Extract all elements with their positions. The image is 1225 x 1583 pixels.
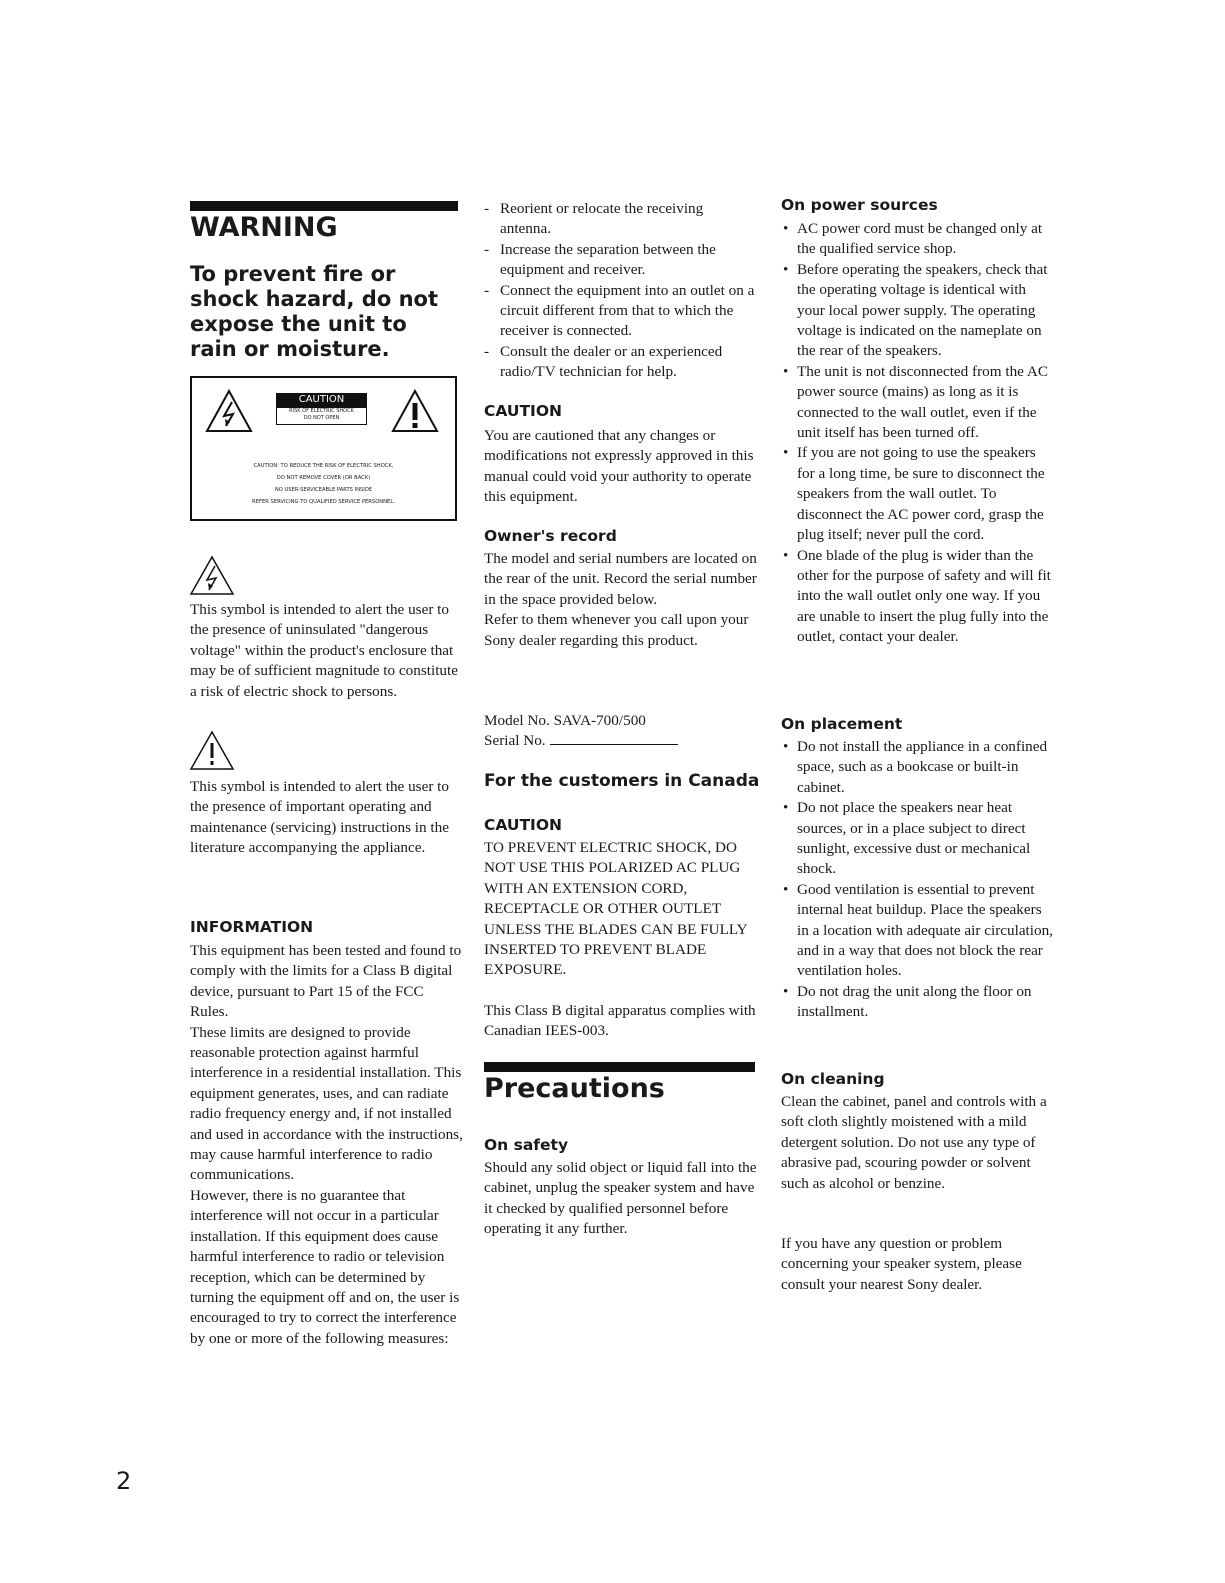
cleaning-heading: On cleaning [781, 1070, 885, 1088]
exclamation-symbol-icon [188, 730, 236, 772]
list-item: • Do not drag the unit along the floor on installment. [781, 982, 1056, 1023]
list-item: • Good ventilation is essential to prevent internal heat buildup. Place the speakers in a location with adequate air circulation, and in a way that does not block the rear ventilation holes. [781, 880, 1056, 982]
list-item: - Reorient or relocate the receiving antenna. [484, 199, 756, 240]
list-item: - Connect the equipment into an outlet on a circuit different from that to which the receiver is connected. [484, 281, 756, 342]
information-para-3: However, there is no guarantee that interference will not occur in a particular installation. If this equipment does cause harmful interference to radio or television reception, which can be determined by turning the equipment off and on, the user is encouraged to try to correct the interference by one or more of the following measures: [190, 1186, 460, 1347]
list-item: • If you are not going to use the speakers for a long time, be sure to disconnect the speakers from the wall outlet. To disconnect the AC power cord, grasp the plug itself; never pull the cord. [781, 443, 1056, 545]
exclamation-warning-icon [390, 388, 440, 434]
cleaning-text: Clean the cabinet, panel and controls with a soft cloth slightly moistened with a mild detergent solution. Do not use any type of abrasive pad, scouring powder or solvent such as alcohol or benzine. [781, 1093, 1047, 1192]
lightning-symbol-icon [188, 555, 236, 597]
precautions-rule [484, 1062, 755, 1072]
exclamation-symbol-text: This symbol is intended to alert the user to the presence of important operating and maintenance (servicing) instructions in the literature accompanying the appliance. [190, 778, 449, 857]
list-item: • The unit is not disconnected from the AC power source (mains) as long as it is connected to the wall outlet, even if the unit itself has been turned off. [781, 362, 1056, 444]
caution-label-box [190, 376, 457, 521]
list-item: • Before operating the speakers, check that the operating voltage is identical with your local power supply. The operating voltage is indicated on the nameplate on the rear of the speakers. [781, 260, 1056, 362]
placement-list [781, 737, 1056, 1023]
class-b-text: This Class B digital apparatus complies with Canadian IEES-003. [484, 1002, 756, 1040]
owners-record-para-1: The model and serial numbers are located on the rear of the unit. Record the serial number in the space provided below. [484, 550, 757, 608]
caution-label-title: CAUTION [276, 393, 367, 407]
on-safety-heading: On safety [484, 1136, 569, 1154]
list-item: - Consult the dealer or an experienced radio/TV technician for help. [484, 342, 756, 383]
canada-caution-text: TO PREVENT ELECTRIC SHOCK, DO NOT USE THIS POLARIZED AC PLUG WITH AN EXTENSION CORD, RECEPTACLE OR OTHER OUTLET UNLESS THE BLADES CAN BE FULLY INSERTED TO PREVENT BLADE EXPOSURE. [484, 839, 748, 979]
power-sources-list [781, 219, 1056, 648]
information-heading: INFORMATION [190, 918, 314, 936]
caution-heading: CAUTION [484, 402, 562, 420]
lightning-warning-icon [204, 388, 254, 434]
precautions-title: Precautions [484, 1073, 665, 1104]
canada-caution-heading: CAUTION [484, 816, 562, 834]
lightning-symbol-text: This symbol is intended to alert the user to the presence of uninsulated "dangerous voltage" within the product's enclosure that may be of sufficient magnitude to constitute a risk of electric shock to persons. [190, 601, 458, 700]
caution-text: You are cautioned that any changes or modifications not expressly approved in this manual could void your authority to operate this equipment. [484, 427, 754, 506]
list-item: • Do not install the appliance in a confined space, such as a bookcase or built-in cabinet. [781, 737, 1056, 798]
measures-list [484, 199, 756, 383]
serial-number-row [484, 731, 759, 751]
canada-heading: For the customers in Canada [484, 771, 760, 791]
page-number: 2 [116, 1467, 132, 1495]
caution-label-sub: RISK OF ELECTRIC SHOCK DO NOT OPEN [276, 407, 367, 425]
list-item: • AC power cord must be changed only at the qualified service shop. [781, 219, 1056, 260]
serial-number-blank [550, 732, 678, 745]
on-safety-text: Should any solid object or liquid fall into the cabinet, unplug the speaker system and have it checked by qualified personnel before operating it any further. [484, 1159, 757, 1238]
owners-record-para-2: Refer to them whenever you call upon your Sony dealer regarding this product. [484, 611, 749, 649]
warning-subtitle: To prevent fire or shock hazard, do not expose the unit to rain or moisture. [190, 262, 438, 361]
information-para-1: This equipment has been tested and found to comply with the limits for a Class B digital device, pursuant to Part 15 of the FCC Rules. [190, 942, 462, 1021]
owners-record-heading: Owner's record [484, 527, 617, 545]
placement-heading: On placement [781, 715, 903, 733]
closing-text: If you have any question or problem concerning your speaker system, please consult your nearest Sony dealer. [781, 1235, 1022, 1293]
power-sources-heading: On power sources [781, 196, 938, 214]
caution-label-lines: CAUTION: TO REDUCE THE RISK OF ELECTRIC SHOCK, DO NOT REMOVE COVER (OR BACK) NO USER-SERVICEABLE PARTS INSIDE REFER SERVICING TO QUALIFIED SERVICE PERSONNEL. [252, 463, 395, 505]
serial-number-label: Serial No. [484, 732, 546, 750]
warning-rule [190, 201, 458, 211]
list-item: - Increase the separation between the equipment and receiver. [484, 240, 756, 281]
list-item: • Do not place the speakers near heat sources, or in a place subject to direct sunlight, excessive dust or mechanical shock. [781, 798, 1056, 880]
model-number: Model No. SAVA-700/500 [484, 712, 646, 729]
warning-title: WARNING [190, 212, 338, 243]
information-para-2: These limits are designed to provide reasonable protection against harmful interference in a residential installation. This equipment generates, uses, and can radiate radio frequency energy and, if not installed and used in accordance with the instructions, may cause harmful interference to radio communications. [190, 1023, 463, 1184]
list-item: • One blade of the plug is wider than the other for the purpose of safety and will fit into the wall outlet only one way. If you are unable to insert the plug fully into the outlet, contact your dealer. [781, 546, 1056, 648]
